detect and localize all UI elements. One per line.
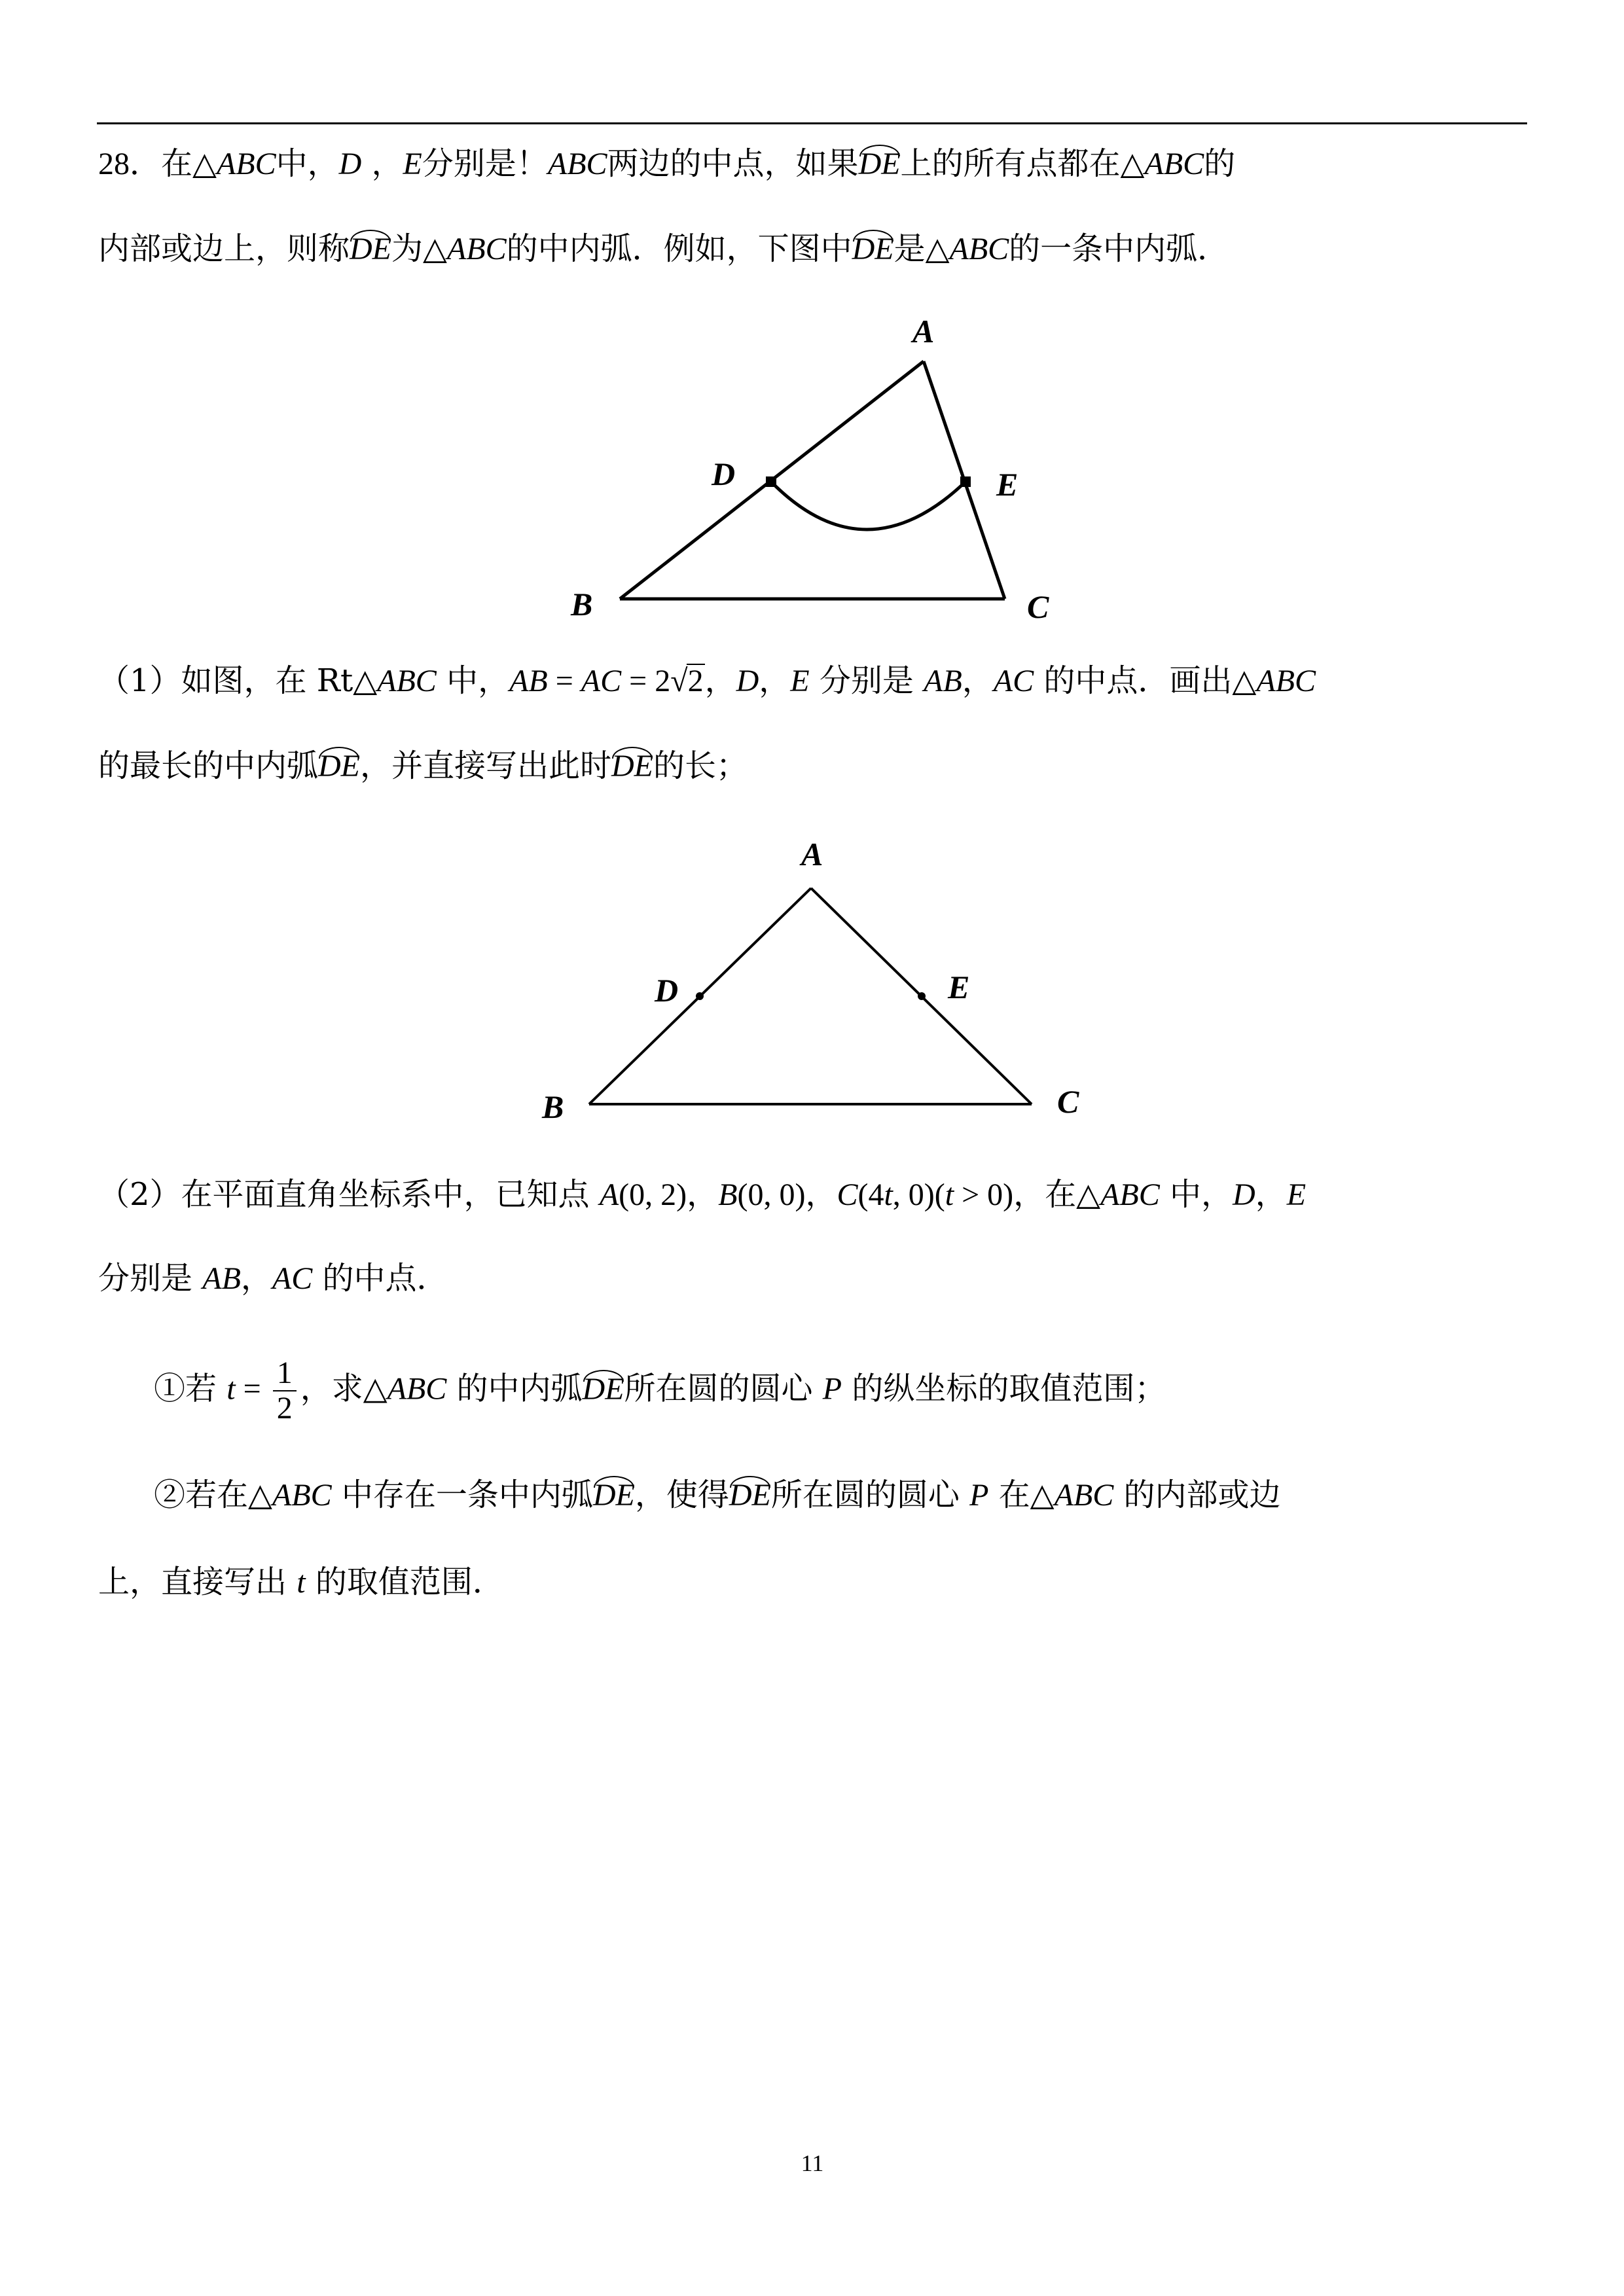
text: 上的所有点都在△ xyxy=(900,145,1145,182)
part2-line-1 xyxy=(98,1174,1306,1216)
math-d: D xyxy=(736,664,759,698)
text: 为△ xyxy=(391,230,447,267)
math-point-c: C xyxy=(837,1177,858,1212)
page-number: 11 xyxy=(801,2150,824,2176)
text: 的中点．画出△ xyxy=(1034,662,1257,699)
math-t: t xyxy=(297,1565,306,1600)
sqrt-sign: √ xyxy=(670,664,688,698)
arc-de: DE xyxy=(611,745,653,787)
math-ab: AB xyxy=(509,664,548,698)
math-point-a: A xyxy=(599,1177,619,1212)
point-e xyxy=(918,992,926,1000)
arc-de: DE xyxy=(729,1475,771,1516)
math-ab: AB xyxy=(202,1261,241,1296)
text: 的一条中内弧． xyxy=(1009,230,1229,267)
arc-de: DE xyxy=(350,228,391,270)
text: ，使得 xyxy=(634,1477,729,1513)
text: 在△ xyxy=(161,145,217,182)
text: ②若在△ xyxy=(154,1477,272,1513)
label-a: A xyxy=(912,313,935,350)
text: 的 xyxy=(1204,145,1236,182)
math-d: D xyxy=(1233,1177,1255,1212)
text: ，求△ xyxy=(300,1370,388,1407)
arc-de: DE xyxy=(593,1475,635,1516)
arc-de: DE xyxy=(852,228,894,270)
math-coords-a: (0, 2) xyxy=(619,1177,687,1212)
text: 中存在一条中内弧 xyxy=(331,1477,593,1513)
arc-de: DE xyxy=(318,745,360,787)
math-t: t xyxy=(226,1371,236,1407)
math-abc: ABC xyxy=(1256,664,1316,698)
math-point-b: B xyxy=(718,1177,738,1212)
math-eq: = xyxy=(547,664,581,698)
math-ab: AB xyxy=(924,664,962,698)
math-abc: ABC xyxy=(387,1371,447,1407)
text: ，并直接写出此时 xyxy=(360,747,612,784)
text: 在△ xyxy=(988,1477,1055,1513)
math-abc: ABC xyxy=(1054,1478,1114,1513)
text: 的中内弧 xyxy=(446,1370,583,1407)
text: 分别是 xyxy=(98,1260,203,1297)
text: ， xyxy=(687,1176,719,1213)
text: ，在△ xyxy=(1013,1176,1101,1213)
text: 的取值范围． xyxy=(305,1564,504,1600)
text: 中， xyxy=(1159,1176,1233,1213)
fraction-numerator: 1 xyxy=(273,1356,297,1391)
text: ， xyxy=(759,662,791,699)
math-abc: ABC xyxy=(949,232,1009,266)
label-c: C xyxy=(1057,1083,1079,1120)
problem-number: 28． xyxy=(98,147,162,181)
text: （2）在平面直角坐标系中，已知点 xyxy=(98,1176,600,1213)
text: 是△ xyxy=(893,230,950,267)
text: 所在圆的圆心 xyxy=(624,1370,823,1407)
text: 的纵坐标的取值范围； xyxy=(842,1370,1166,1407)
math-abc: ABC xyxy=(1144,147,1204,181)
arc-de: DE xyxy=(859,143,901,185)
text: ， xyxy=(962,662,994,699)
label-c: C xyxy=(1027,588,1049,625)
math-e: E xyxy=(790,664,810,698)
math-d: D xyxy=(338,147,362,181)
text: 的最长的中内弧 xyxy=(98,747,319,784)
text: 中， xyxy=(276,145,339,182)
math-t: t xyxy=(884,1177,893,1212)
math-abc: ABC xyxy=(1100,1177,1160,1212)
fraction-denominator: 2 xyxy=(276,1391,293,1426)
arc-de: DE xyxy=(583,1369,624,1410)
text: （1）如图，在 Rt△ xyxy=(98,662,378,699)
math-t: t xyxy=(945,1177,954,1212)
math-p: P xyxy=(969,1478,989,1513)
label-b: B xyxy=(571,586,593,622)
text: ①若 xyxy=(154,1370,227,1407)
text: 内部或边上，则称 xyxy=(98,230,350,267)
text: ， xyxy=(704,662,736,699)
text: 分别是 xyxy=(809,662,924,699)
text: 的内部或边 xyxy=(1113,1477,1281,1513)
math-abc: ABC xyxy=(377,664,437,698)
label-a: A xyxy=(801,836,823,872)
math-abc: ABC xyxy=(272,1478,332,1513)
label-d: D xyxy=(712,456,736,492)
math-abc: ABC xyxy=(446,232,507,266)
text: 所在圆的圆心 xyxy=(770,1477,970,1513)
text: 上，直接写出 xyxy=(98,1564,297,1600)
part2-sub2-line-1 xyxy=(154,1474,1281,1516)
text: ， xyxy=(240,1260,272,1297)
math-eq: = xyxy=(235,1371,269,1407)
text: 分别是！ xyxy=(422,145,548,182)
text: 的长； xyxy=(653,747,748,784)
math-abc: ABC xyxy=(216,147,276,181)
label-d: D xyxy=(655,972,679,1009)
math-eq: = 2 xyxy=(621,664,671,698)
math-cond-close: > 0) xyxy=(954,1177,1014,1212)
math-abc: ABC xyxy=(547,147,607,181)
text: 的中点． xyxy=(312,1260,448,1297)
point-d xyxy=(696,992,704,1000)
math-coords-c-open: (4 xyxy=(857,1177,884,1212)
text: 两边的中点，如果 xyxy=(607,145,859,182)
part2-sub2-line-2 xyxy=(98,1561,504,1604)
part2-line-2 xyxy=(98,1257,448,1300)
text: ， xyxy=(805,1176,837,1213)
text: 的中内弧．例如，下图中 xyxy=(506,230,852,267)
sqrt-radicand: 2 xyxy=(687,664,704,698)
math-ac: AC xyxy=(272,1261,313,1296)
math-ac: AC xyxy=(993,664,1034,698)
text: 中， xyxy=(436,662,510,699)
math-e: E xyxy=(1286,1177,1307,1212)
math-e: E xyxy=(403,147,422,181)
part2-sub1 xyxy=(154,1356,1166,1426)
math-cond-open: ( xyxy=(934,1177,945,1212)
fraction-one-half xyxy=(273,1356,297,1426)
label-e: E xyxy=(948,969,970,1005)
text: ， xyxy=(1255,1176,1287,1213)
math-coords-b: (0, 0) xyxy=(737,1177,806,1212)
label-b: B xyxy=(542,1088,564,1125)
math-ac: AC xyxy=(581,664,622,698)
math-p: P xyxy=(822,1371,842,1407)
math-coords-c-close: , 0) xyxy=(892,1177,935,1212)
text: ， xyxy=(361,145,403,182)
label-e: E xyxy=(996,466,1019,503)
